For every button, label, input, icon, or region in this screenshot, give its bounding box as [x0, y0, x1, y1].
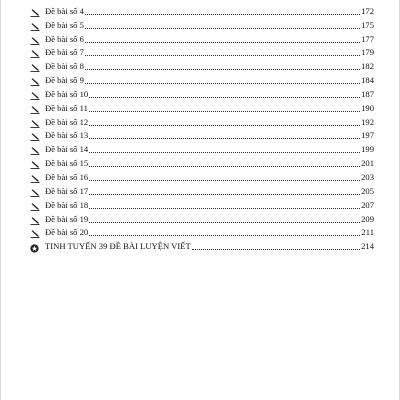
toc-entry-label: Đề bài số 12 [45, 116, 89, 127]
dot-leader [85, 69, 360, 70]
toc-entry-page: 192 [361, 116, 374, 127]
toc-entry-label: Đề bài số 19 [45, 213, 89, 224]
dot-leader [89, 138, 360, 139]
pen-icon [30, 64, 40, 72]
toc-entry-page: 182 [361, 61, 374, 72]
dot-leader [85, 28, 360, 29]
toc-entry-page: 211 [361, 227, 374, 238]
dot-leader [89, 152, 360, 153]
toc-entry[interactable] [30, 58, 374, 72]
toc-entry-label: Đề bài số 16 [45, 171, 89, 182]
toc-entry[interactable] [30, 141, 374, 155]
toc-entry-page: 199 [361, 144, 374, 155]
toc-entry[interactable] [30, 197, 374, 211]
toc-entry-page: 190 [361, 102, 374, 113]
toc-section-label: TINH TUYỂN 39 ĐỀ BÀI LUYỆN VIẾT [45, 241, 191, 252]
toc-entry[interactable] [30, 72, 374, 86]
toc-entry-label: Đề bài số 4 [45, 5, 84, 16]
toc-entry[interactable] [30, 86, 374, 100]
dot-leader [89, 125, 360, 126]
toc-entry-label: Đề bài số 14 [45, 144, 89, 155]
pen-icon [30, 78, 40, 86]
toc-entry-page: 172 [361, 5, 374, 16]
pen-icon [30, 92, 40, 100]
toc-entry[interactable] [30, 169, 374, 183]
toc-entry[interactable] [30, 31, 374, 45]
toc-entry-label: Đề bài số 10 [45, 88, 89, 99]
toc-entry[interactable] [30, 211, 374, 225]
pen-icon [30, 230, 40, 238]
pen-icon [30, 37, 40, 45]
pen-icon [30, 120, 40, 128]
dot-leader [85, 42, 360, 43]
table-of-contents [30, 3, 374, 252]
toc-entry[interactable] [30, 183, 374, 197]
toc-entry-page: 187 [361, 88, 374, 99]
toc-section-page: 214 [361, 241, 374, 252]
dot-leader [85, 14, 360, 15]
toc-entry-page: 209 [361, 213, 374, 224]
toc-entry-page: 177 [361, 33, 374, 44]
pen-icon [30, 9, 40, 17]
dot-leader [89, 111, 360, 112]
dot-leader [192, 249, 360, 250]
toc-entry-page: 175 [361, 19, 374, 30]
toc-entry-page: 207 [361, 199, 374, 210]
toc-entry-label: Đề bài số 5 [45, 19, 84, 30]
dot-leader [89, 208, 360, 209]
toc-entry[interactable] [30, 100, 374, 114]
pen-icon [30, 50, 40, 58]
toc-entry-label: Đề bài số 8 [45, 61, 84, 72]
dot-leader [89, 166, 360, 167]
toc-entry[interactable] [30, 17, 374, 31]
toc-entry-label: Đề bài số 18 [45, 199, 89, 210]
toc-entry-label: Đề bài số 6 [45, 33, 84, 44]
toc-entry-label: Đề bài số 7 [45, 47, 84, 58]
toc-entry-page: 179 [361, 47, 374, 58]
toc-entry[interactable] [30, 3, 374, 17]
pen-icon [30, 23, 40, 31]
toc-entry[interactable] [30, 225, 374, 239]
dot-leader [85, 55, 360, 56]
toc-entry[interactable] [30, 128, 374, 142]
toc-entry-label: Đề bài số 20 [45, 227, 89, 238]
toc-entry-page: 184 [361, 75, 374, 86]
toc-entry-page: 203 [361, 171, 374, 182]
pen-icon [30, 133, 40, 141]
toc-entry-label: Đề bài số 17 [45, 185, 89, 196]
toc-entry[interactable] [30, 45, 374, 59]
toc-entry[interactable] [30, 114, 374, 128]
toc-entry-page: 205 [361, 185, 374, 196]
pen-icon [30, 189, 40, 197]
toc-entry-label: Đề bài số 13 [45, 130, 89, 141]
dot-leader [89, 180, 360, 181]
pen-icon [30, 147, 40, 155]
dot-leader [85, 83, 360, 84]
dot-leader [89, 222, 360, 223]
toc-entry-label: Đề bài số 9 [45, 75, 84, 86]
pen-icon [30, 106, 40, 114]
pen-icon [30, 203, 40, 211]
star-circle-icon [30, 244, 40, 252]
toc-entry[interactable] [30, 155, 374, 169]
toc-entry-label: Đề bài số 15 [45, 158, 89, 169]
toc-section-entry[interactable] [30, 238, 374, 252]
dot-leader [89, 194, 360, 195]
toc-entry-label: Đề bài số 11 [45, 102, 88, 113]
pen-icon [30, 175, 40, 183]
toc-entry-page: 201 [361, 158, 374, 169]
toc-entry-page: 197 [361, 130, 374, 141]
pen-icon [30, 161, 40, 169]
dot-leader [89, 235, 360, 236]
pen-icon [30, 217, 40, 225]
dot-leader [89, 97, 360, 98]
